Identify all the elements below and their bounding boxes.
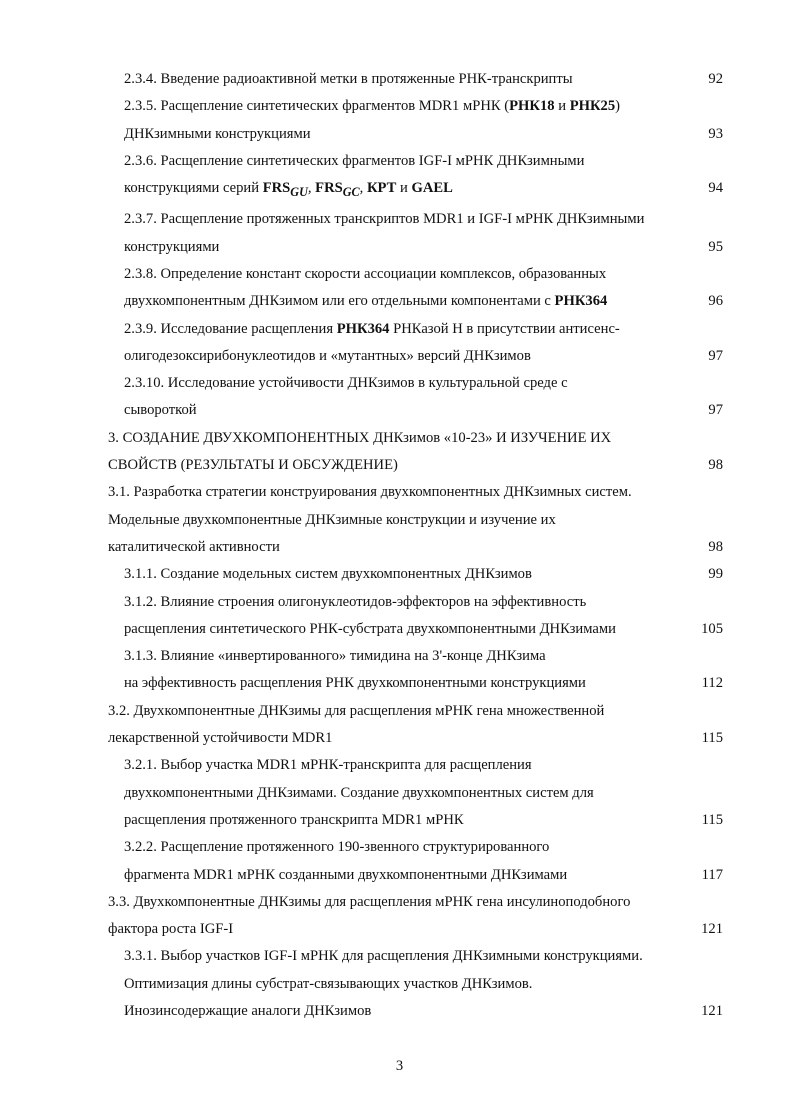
toc-entry-title: 2.3.9. Исследование расщепления РНК364 РНКазой Н в присутствии антисенс- xyxy=(124,320,620,337)
page-number: 3 xyxy=(395,1058,404,1074)
toc-entry xyxy=(108,425,723,480)
toc-page-number: 93 xyxy=(708,125,723,142)
toc-entry-line xyxy=(124,589,723,616)
toc-entry-title: 2.3.4. Введение радиоактивной метки в протяженные РНК-транскрипты xyxy=(124,71,573,87)
toc-page-number: 98 xyxy=(708,457,723,474)
toc-entry-title: Модельные двухкомпонентные ДНКзимные конструкции и изучение их xyxy=(108,511,556,528)
toc-entry-line xyxy=(108,425,723,452)
toc-page-number: 96 xyxy=(708,293,723,310)
toc-entry xyxy=(108,889,723,944)
toc-entry-title: фактора роста IGF-I xyxy=(108,921,234,938)
toc-entry-title: олигодезоксирибонуклеотидов и «мутантных» версий ДНКзимов xyxy=(124,347,531,364)
toc-entry-line xyxy=(108,916,723,943)
toc-page-number: 92 xyxy=(708,71,723,87)
toc-entry-line xyxy=(124,206,723,233)
toc-entry-title: 3.1.3. Влияние «инвертированного» тимидина на 3'-конце ДНКзима xyxy=(124,648,546,665)
toc-page-number: 99 xyxy=(708,566,723,583)
toc-entry-line xyxy=(108,725,723,752)
toc-entry-line xyxy=(124,261,723,288)
toc-entry-title: 3.1.2. Влияние строения олигонуклеотидов-эффекторов на эффективность xyxy=(124,593,587,610)
toc-entry-line xyxy=(124,862,723,889)
toc-entry-title: конструкциями серий $FRS_{GU}$, $FRS_{GC}$, КРТ и GAEL xyxy=(124,180,453,200)
toc-entry-title: на эффективность расщепления РНК двухкомпонентными конструкциями xyxy=(124,675,586,692)
toc-entry-line xyxy=(124,234,723,261)
toc-page-number: 121 xyxy=(701,921,723,938)
toc-entry-line xyxy=(108,698,723,725)
toc-entry-line xyxy=(124,670,723,697)
toc-entry xyxy=(108,206,723,261)
toc-entry-title: Оптимизация длины субстрат-связывающих участков ДНКзимов. xyxy=(124,975,533,992)
toc-entry-title: СВОЙСТВ (РЕЗУЛЬТАТЫ И ОБСУЖДЕНИЕ) xyxy=(108,457,398,474)
toc-page-number: 97 xyxy=(708,402,723,419)
toc-entry-title: сывороткой xyxy=(124,402,197,419)
toc-entry-title: расщепления протяженного транскрипта MDR1 мРНК xyxy=(124,811,464,828)
toc-entry-title: 3.2.2. Расщепление протяженного 190-звенного структурированного xyxy=(124,839,550,856)
toc-entry-title: двухкомпонентным ДНКзимом или его отдельными компонентами с РНК364 xyxy=(124,293,608,310)
toc-entry-title: двухкомпонентными ДНКзимами. Создание двухкомпонентных систем для xyxy=(124,784,594,801)
toc-entry-title: 2.3.6. Расщепление синтетических фрагментов IGF-I мРНК ДНКзимными xyxy=(124,152,585,169)
toc-entry-title: 3. СОЗДАНИЕ ДВУХКОМПОНЕНТНЫХ ДНКзимов «10-23» И ИЗУЧЕНИЕ ИХ xyxy=(108,429,612,446)
toc-entry-title: фрагмента MDR1 мРНК созданными двухкомпонентными ДНКзимами xyxy=(124,866,568,883)
toc-entry-line xyxy=(124,998,723,1025)
toc-entry-line xyxy=(124,834,723,861)
toc-page-number: 105 xyxy=(701,620,723,637)
toc-entry-title: 2.3.7. Расщепление протяженных транскриптов MDR1 и IGF-I мРНК ДНКзимными xyxy=(124,211,645,228)
toc-entry-line xyxy=(124,643,723,670)
toc-entry-line xyxy=(124,66,723,93)
toc-entry-line xyxy=(124,316,723,343)
toc-entry-title: 3.1.1. Создание модельных систем двухкомпонентных ДНКзимов xyxy=(124,566,532,583)
toc-page-number: 115 xyxy=(701,730,723,747)
toc-entry-line xyxy=(124,971,723,998)
toc-entry-line xyxy=(108,507,723,534)
table-of-contents xyxy=(108,66,723,1025)
toc-entry-title: 3.2. Двухкомпонентные ДНКзимы для расщепления мРНК гена множественной xyxy=(108,702,605,719)
toc-entry-title: 2.3.8. Определение констант скорости ассоциации комплексов, образованных xyxy=(124,265,607,282)
toc-entry-title: 3.3. Двухкомпонентные ДНКзимы для расщепления мРНК гена инсулиноподобного xyxy=(108,893,631,910)
toc-entry-title: конструкциями xyxy=(124,238,220,255)
toc-page-number: 94 xyxy=(708,180,723,197)
toc-page-number: 98 xyxy=(708,538,723,555)
toc-entry-line xyxy=(124,780,723,807)
toc-page-number: 121 xyxy=(701,1003,723,1019)
toc-entry-line xyxy=(124,616,723,643)
toc-entry xyxy=(108,370,723,425)
toc-entry-title: Инозинсодержащие аналоги ДНКзимов xyxy=(124,1003,372,1019)
toc-entry-line xyxy=(108,889,723,916)
toc-entry-line xyxy=(124,752,723,779)
toc-page-number: 95 xyxy=(708,238,723,255)
toc-entry-line xyxy=(108,452,723,479)
toc-entry-line xyxy=(108,479,723,506)
toc-page-number: 115 xyxy=(701,811,723,828)
toc-entry-line xyxy=(124,943,723,970)
toc-page-number: 112 xyxy=(701,675,723,692)
toc-entry-title: каталитической активности xyxy=(108,538,280,555)
toc-entry xyxy=(108,752,723,834)
toc-entry-line xyxy=(124,121,723,148)
toc-entry-title: ДНКзимными конструкциями xyxy=(124,125,311,142)
toc-entry-line xyxy=(124,561,723,588)
toc-entry xyxy=(108,316,723,371)
toc-entry xyxy=(108,834,723,889)
toc-entry-title: 3.1. Разработка стратегии конструирования двухкомпонентных ДНКзимных систем. xyxy=(108,484,632,501)
toc-entry xyxy=(108,66,723,93)
toc-page-number: 117 xyxy=(701,866,723,883)
toc-entry xyxy=(108,643,723,698)
toc-page-number: 97 xyxy=(708,347,723,364)
toc-entry xyxy=(108,261,723,316)
toc-entry xyxy=(108,148,723,207)
toc-entry-line xyxy=(124,370,723,397)
toc-entry-title: 3.3.1. Выбор участков IGF-I мРНК для расщепления ДНКзимными конструкциями. xyxy=(124,948,643,965)
toc-entry-title: лекарственной устойчивости MDR1 xyxy=(108,730,333,747)
toc-entry-line xyxy=(124,148,723,175)
toc-entry-line xyxy=(124,93,723,120)
toc-entry xyxy=(108,698,723,753)
toc-entry-line xyxy=(124,397,723,424)
toc-entry xyxy=(108,479,723,561)
toc-entry-line xyxy=(124,288,723,315)
toc-entry xyxy=(108,93,723,148)
toc-entry-title: 3.2.1. Выбор участка MDR1 мРНК-транскрипта для расщепления xyxy=(124,757,532,774)
toc-entry-line xyxy=(124,343,723,370)
toc-entry-line xyxy=(124,175,723,206)
toc-entry xyxy=(108,589,723,644)
toc-entry-title: 2.3.10. Исследование устойчивости ДНКзимов в культуральной среде с xyxy=(124,375,568,392)
toc-entry-title: 2.3.5. Расщепление синтетических фрагментов MDR1 мРНК (РНК18 и РНК25) xyxy=(124,98,621,115)
toc-entry-title: расщепления синтетического РНК-субстрата двухкомпонентными ДНКзимами xyxy=(124,620,616,637)
toc-entry xyxy=(108,943,723,1025)
toc-entry-line xyxy=(124,807,723,834)
toc-entry xyxy=(108,561,723,588)
toc-entry-line xyxy=(108,534,723,561)
